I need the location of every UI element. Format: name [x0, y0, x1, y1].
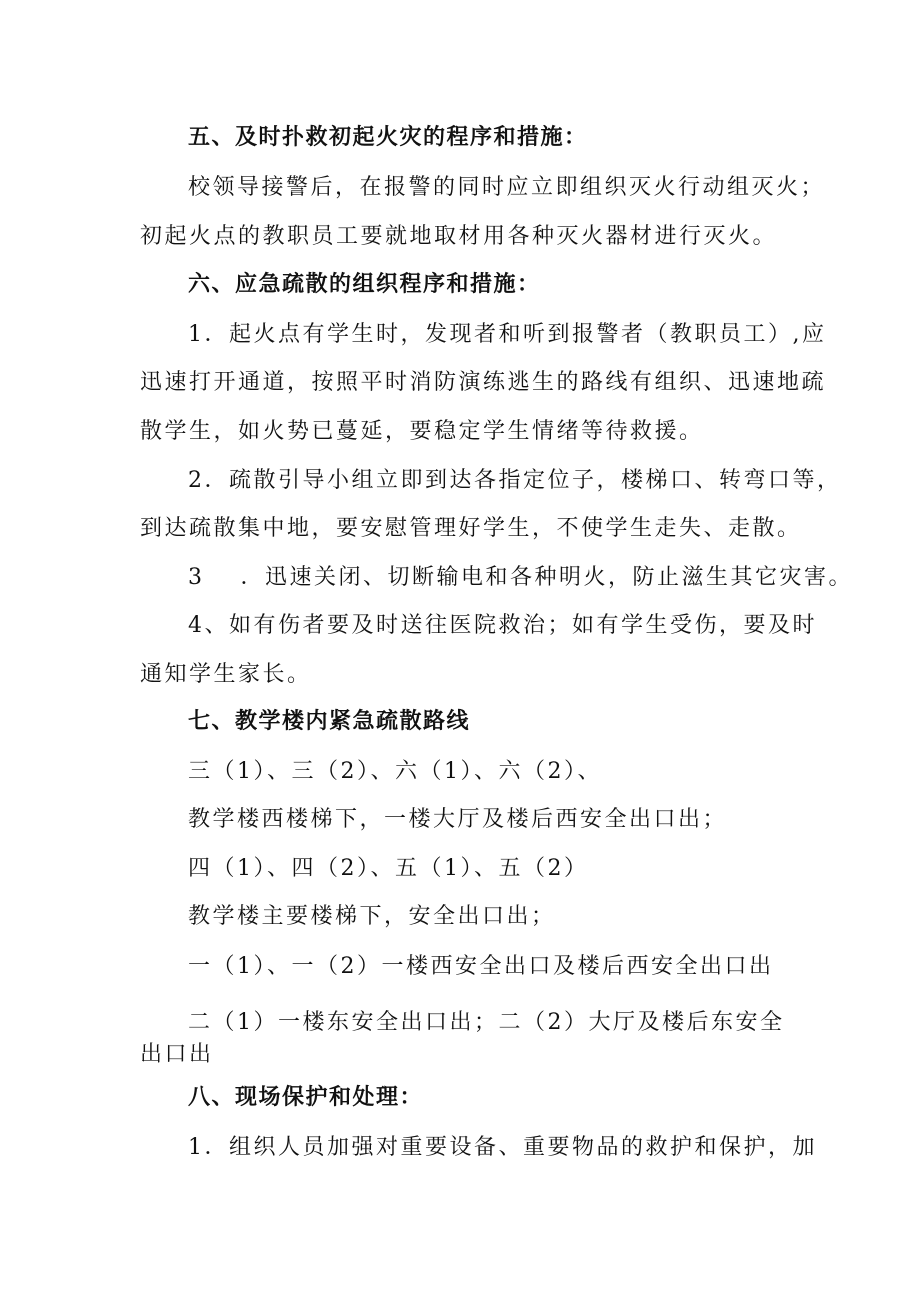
- section-5-paragraph-line-1: 校领导接警后，在报警的同时应立即组织灭火行动组灭火；: [188, 175, 826, 200]
- section-6-item-1-line-1: 1．起火点有学生时，发现者和听到报警者（教职员工）,应: [188, 322, 827, 347]
- section-6-item-1-line-2: 迅速打开通道，按照平时消防演练逃生的路线有组织、迅速地疏: [140, 370, 827, 395]
- section-8-item-1-line-1: 1．组织人员加强对重要设备、重要物品的救护和保护，加: [188, 1135, 817, 1160]
- section-7-route-2-classes: 四（1）、四（2）、五（1）、五（2）: [188, 856, 589, 881]
- section-7-route-1-path: 教学楼西楼梯下，一楼大厅及楼后西安全出口出；: [188, 807, 728, 832]
- section-5-paragraph-line-2: 初起火点的教职员工要就地取材用各种灭火器材进行灭火。: [140, 224, 778, 249]
- section-7-heading: 七、教学楼内紧急疏散路线: [188, 709, 471, 734]
- section-5-heading: 五、及时扑救初起火灾的程序和措施：: [188, 125, 588, 150]
- section-6-item-3-text: ．迅速关闭、切断输电和各种明火，防止滋生其它灾害。: [240, 565, 854, 590]
- section-7-route-3: 一（1）、一（2）一楼西安全出口及楼后西安全出口出: [188, 954, 774, 979]
- section-7-route-4-line-2: 出口出: [140, 1042, 214, 1067]
- section-6-item-2-line-1: 2．疏散引导小组立即到达各指定位子，楼梯口、转弯口等，: [188, 468, 842, 493]
- section-6-item-2-line-2: 到达疏散集中地，要安慰管理好学生，不使学生走失、走散。: [140, 516, 802, 541]
- section-6-item-3: [188, 563, 853, 593]
- section-6-item-4-line-2: 通知学生家长。: [140, 662, 312, 687]
- section-6-item-4-line-1: 4、如有伤者要及时送往医院救治；如有学生受伤，要及时: [188, 613, 817, 638]
- section-6-item-3-number: 3: [188, 565, 205, 590]
- section-6-heading: 六、应急疏散的组织程序和措施：: [188, 272, 541, 297]
- section-7-route-2-path: 教学楼主要楼梯下，安全出口出；: [188, 904, 556, 929]
- section-7-route-1-classes: 三（1）、三（2）、六（1）、六（2）、: [188, 759, 602, 784]
- section-7-route-4-line-1: 二（1）一楼东安全出口出；二（2）大厅及楼后东安全: [188, 1010, 785, 1035]
- section-6-item-1-line-3: 散学生，如火势已蔓延，要稳定学生情绪等待救援。: [140, 419, 704, 444]
- section-8-heading: 八、现场保护和处理：: [188, 1085, 424, 1110]
